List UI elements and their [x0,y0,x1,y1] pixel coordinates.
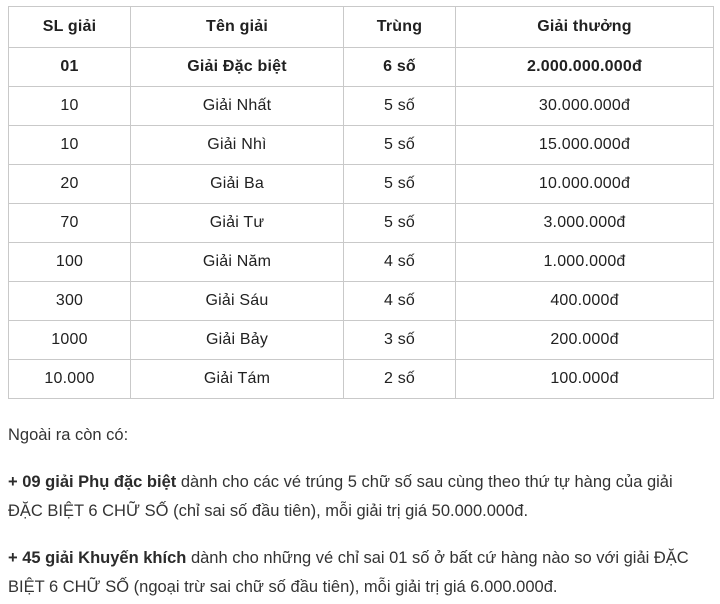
prize-table-body [9,48,714,399]
cell-prize-value: 30.000.000đ [456,87,714,126]
table-row [9,204,714,243]
notes-section [8,421,713,602]
cell-prize-name: Giải Nhất [131,87,344,126]
cell-prize-name: Giải Ba [131,165,344,204]
note-consolation-prize-text: dành cho những vé chỉ sai 01 số ở bất cứ hàng nào so với giải ĐẶC BIỆT 6 CHỮ SỐ (ngoại trừ sai chữ số đầu tiên), mỗi giải trị giá 6.000.000đ. [8,549,689,596]
col-header-quantity: SL giải [9,7,131,48]
prize-table-header [9,7,714,48]
table-row [9,360,714,399]
col-header-prize-name: Tên giải [131,7,344,48]
table-row [9,87,714,126]
table-row [9,282,714,321]
note-special-sub-prize-bold: + 09 giải Phụ đặc biệt [8,473,177,491]
cell-quantity: 70 [9,204,131,243]
col-header-match: Trùng [344,7,456,48]
cell-quantity: 10 [9,126,131,165]
cell-prize-value: 15.000.000đ [456,126,714,165]
cell-match: 5 số [344,165,456,204]
cell-quantity: 10.000 [9,360,131,399]
header-row [9,7,714,48]
cell-quantity: 300 [9,282,131,321]
cell-match: 5 số [344,204,456,243]
cell-prize-value: 2.000.000.000đ [456,48,714,87]
table-row [9,243,714,282]
cell-prize-value: 200.000đ [456,321,714,360]
cell-match: 4 số [344,243,456,282]
cell-match: 6 số [344,48,456,87]
cell-quantity: 01 [9,48,131,87]
cell-prize-value: 400.000đ [456,282,714,321]
cell-prize-name: Giải Năm [131,243,344,282]
cell-quantity: 20 [9,165,131,204]
note-consolation-prize-bold: + 45 giải Khuyến khích [8,549,187,567]
cell-prize-value: 100.000đ [456,360,714,399]
table-row [9,165,714,204]
note-consolation-prize [8,544,711,602]
cell-quantity: 1000 [9,321,131,360]
cell-prize-value: 3.000.000đ [456,204,714,243]
col-header-prize-value: Giải thưởng [456,7,714,48]
cell-prize-name: Giải Nhì [131,126,344,165]
cell-match: 4 số [344,282,456,321]
cell-prize-name: Giải Sáu [131,282,344,321]
note-special-sub-prize [8,468,711,526]
cell-prize-name: Giải Tám [131,360,344,399]
cell-quantity: 10 [9,87,131,126]
table-row [9,48,714,87]
cell-prize-value: 1.000.000đ [456,243,714,282]
cell-match: 3 số [344,321,456,360]
cell-match: 2 số [344,360,456,399]
cell-prize-name: Giải Tư [131,204,344,243]
note-special-sub-prize-text: dành cho các vé trúng 5 chữ số sau cùng theo thứ tự hàng của giải ĐẶC BIỆT 6 CHỮ SỐ (chỉ sai số đầu tiên), mỗi giải trị giá 50.000.000đ. [8,473,673,520]
cell-quantity: 100 [9,243,131,282]
notes-intro: Ngoài ra còn có: [8,426,129,444]
cell-prize-name: Giải Đặc biệt [131,48,344,87]
table-row [9,321,714,360]
cell-match: 5 số [344,87,456,126]
cell-prize-value: 10.000.000đ [456,165,714,204]
cell-match: 5 số [344,126,456,165]
prize-table [8,6,714,399]
cell-prize-name: Giải Bảy [131,321,344,360]
table-row [9,126,714,165]
